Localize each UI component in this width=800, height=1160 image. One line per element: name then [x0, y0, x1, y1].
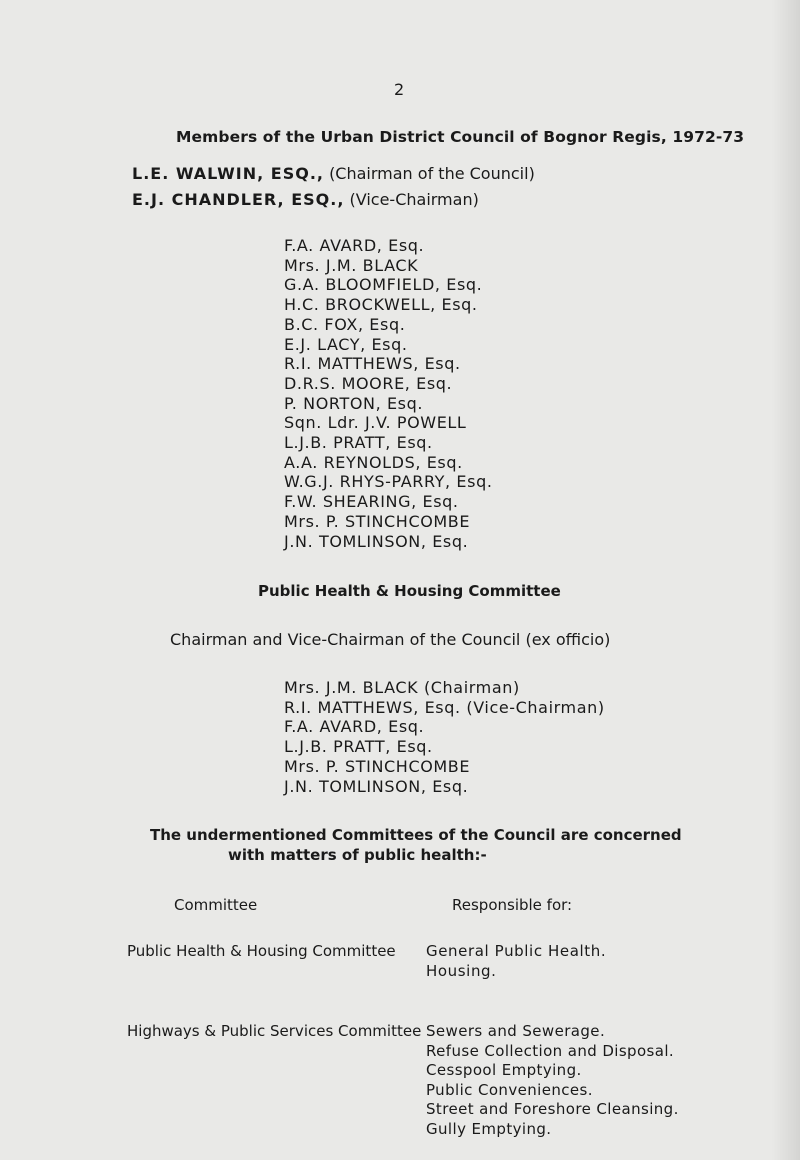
ex-officio-line: Chairman and Vice-Chairman of the Council (ex officio): [170, 630, 611, 649]
member-entry: R.I. MATTHEWS, Esq.: [284, 354, 461, 374]
binding-margin: [772, 0, 800, 1160]
page-number: 2: [394, 80, 405, 99]
member-entry: D.R.S. MOORE, Esq.: [284, 373, 453, 393]
responsibility-item: Public Conveniences.: [426, 1080, 593, 1099]
member-entry: A.A. REYNOLDS, Esq.: [284, 452, 463, 472]
chairman-role: (Chairman of the Council): [329, 164, 535, 183]
member-entry: W.G.J. RHYS-PARRY, Esq.: [284, 472, 493, 492]
committee-member-entry: Mrs. P. STINCHCOMBE: [284, 756, 471, 776]
responsibility-list: [426, 942, 606, 981]
responsibility-item: Cesspool Emptying.: [426, 1061, 582, 1079]
member-entry: Mrs. P. STINCHCOMBE: [284, 511, 471, 531]
responsibility-item: Gully Emptying.: [426, 1119, 552, 1138]
member-entry: H.C. BROCKWELL, Esq.: [284, 295, 478, 315]
committee-name: Highways & Public Services Committee: [127, 1022, 422, 1040]
chairman-name: L.E. WALWIN, ESQ.,: [132, 164, 324, 183]
intro-line-1: The undermentioned Committees of the Council are concerned: [150, 826, 682, 844]
member-entry: E.J. LACY, Esq.: [284, 334, 408, 354]
responsibility-list: [426, 1022, 679, 1139]
chairman-line: [132, 164, 535, 183]
column-header-responsible: Responsible for:: [452, 896, 573, 914]
council-members-list: [284, 236, 493, 551]
committee-member-entry: Mrs. J.M. BLACK (Chairman): [284, 678, 520, 697]
committee-member-entry: J.N. TOMLINSON, Esq.: [284, 776, 469, 796]
page-title: Members of the Urban District Council of Bognor Regis, 1972-73: [176, 128, 745, 146]
member-entry: P. NORTON, Esq.: [284, 393, 424, 413]
member-entry: F.A. AVARD, Esq.: [284, 236, 425, 255]
responsibility-item: Street and Foreshore Cleansing.: [426, 1100, 679, 1118]
responsibility-item: Sewers and Sewerage.: [426, 1022, 606, 1040]
vice-chairman-role: (Vice-Chairman): [349, 190, 479, 209]
vice-chairman-name: E.J. CHANDLER, ESQ.,: [132, 190, 345, 209]
vice-chairman-line: [132, 190, 479, 209]
member-entry: Sqn. Ldr. J.V. POWELL: [284, 413, 467, 433]
responsibility-item: Housing.: [426, 961, 497, 980]
column-header-committee: Committee: [174, 896, 258, 914]
committee-member-entry: R.I. MATTHEWS, Esq. (Vice-Chairman): [284, 697, 605, 717]
committee-member-entry: F.A. AVARD, Esq.: [284, 717, 425, 737]
committee-name: Public Health & Housing Committee: [127, 942, 396, 960]
member-entry: G.A. BLOOMFIELD, Esq.: [284, 275, 483, 295]
member-entry: J.N. TOMLINSON, Esq.: [284, 531, 469, 551]
member-entry: L.J.B. PRATT, Esq.: [284, 433, 433, 453]
member-entry: F.W. SHEARING, Esq.: [284, 492, 459, 512]
responsibility-item: General Public Health.: [426, 942, 607, 960]
responsibility-item: Refuse Collection and Disposal.: [426, 1041, 675, 1060]
committee-members-list: [284, 678, 605, 796]
intro-line-2: with matters of public health:-: [228, 846, 487, 864]
member-entry: Mrs. J.M. BLACK: [284, 255, 419, 275]
committee-heading: Public Health & Housing Committee: [258, 582, 561, 600]
member-entry: B.C. FOX, Esq.: [284, 314, 406, 334]
committee-member-entry: L.J.B. PRATT, Esq.: [284, 737, 433, 757]
